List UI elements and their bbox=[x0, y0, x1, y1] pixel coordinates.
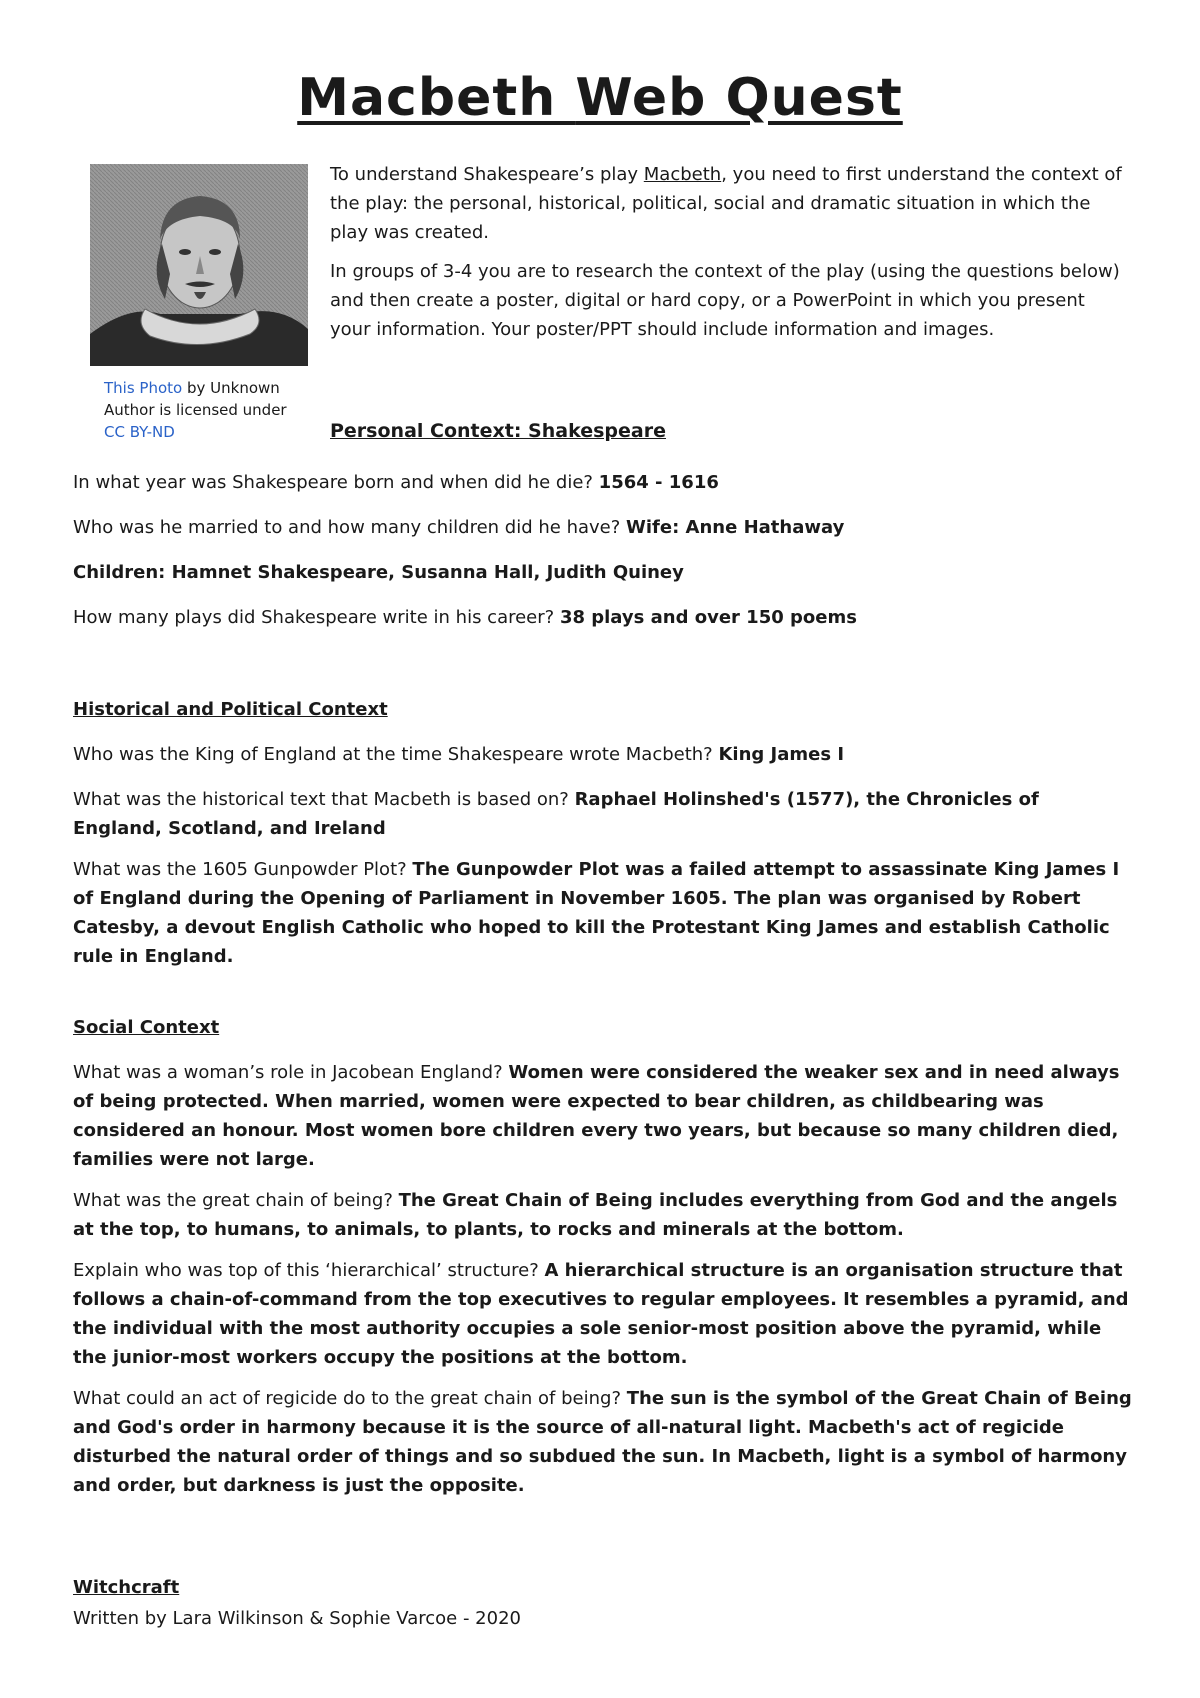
intro-paragraph-2: In groups of 3-4 you are to research the context of the play (using the questions below) and then create a poster, digital or hard copy, or a PowerPoint in which you present your information. Your poster/PPT should include information and images. bbox=[330, 261, 1120, 340]
section-heading-personal: Personal Context: Shakespeare bbox=[330, 420, 666, 442]
page-title bbox=[0, 68, 1200, 128]
answer-text: King James I bbox=[718, 744, 845, 765]
question-row bbox=[73, 603, 1133, 632]
question-text: What was the great chain of being? bbox=[73, 1190, 399, 1211]
question-text: What was the 1605 Gunpowder Plot? bbox=[73, 859, 413, 880]
answer-text: The sun is the symbol of the Great Chain of Being and God's order in harmony because it is the source of all-natural light. Macbeth's act of regicide disturbed the natural order of things and so subdued the sun. In Macbeth, light is a symbol of harmony and order, but darkness is just the opposite. bbox=[73, 1388, 1132, 1496]
intro-text bbox=[330, 160, 1130, 354]
title-underlined-part: Macbeth bbox=[297, 68, 576, 128]
answer-text: 1564 - 1616 bbox=[598, 472, 719, 493]
photo-caption bbox=[104, 377, 304, 443]
question-text: In what year was Shakespeare born and when did he die? bbox=[73, 472, 599, 493]
question-row bbox=[73, 785, 1133, 843]
answer-text: Children: Hamnet Shakespeare, Susanna Hall, Judith Quiney bbox=[73, 562, 684, 583]
historical-section bbox=[73, 695, 1133, 971]
witchcraft-section bbox=[73, 1573, 1133, 1633]
question-row bbox=[73, 1186, 1133, 1244]
question-text: How many plays did Shakespeare write in his career? bbox=[73, 607, 560, 628]
play-title: Macbeth bbox=[643, 164, 722, 185]
question-row bbox=[73, 1384, 1133, 1500]
shakespeare-portrait-image bbox=[90, 164, 308, 366]
answer-text: Raphael Holinshed's (1577), the Chronicles of England, Scotland, and Ireland bbox=[73, 789, 1039, 839]
question-row bbox=[73, 1058, 1133, 1174]
question-text: What was a woman’s role in Jacobean England? bbox=[73, 1062, 509, 1083]
social-section bbox=[73, 1013, 1133, 1500]
caption-text: by Unknown Author is licensed under bbox=[104, 379, 287, 419]
license-link[interactable]: CC BY-ND bbox=[104, 423, 175, 441]
title-second-part: Web Quest bbox=[575, 68, 903, 128]
section-heading-social: Social Context bbox=[73, 1017, 220, 1038]
answer-text: 38 plays and over 150 poems bbox=[559, 607, 857, 628]
photo-link[interactable]: This Photo bbox=[104, 379, 183, 397]
answer-row bbox=[73, 558, 1133, 587]
question-text: Who was he married to and how many children did he have? bbox=[73, 517, 627, 538]
answer-text: A hierarchical structure is an organisation structure that follows a chain-of-command from the top executives to regular employees. It resembles a pyramid, and the individual with the most authority occupies a sole senior-most position above the pyramid, while the junior-most workers occupy the positions at the bottom. bbox=[73, 1260, 1129, 1368]
answer-text: Women were considered the weaker sex and in need always of being protected. When married, women were expected to bear children, as childbearing was considered an honour. Most women bore children every two years, but because so many children died, families were not large. bbox=[73, 1062, 1120, 1170]
answer-text: The Great Chain of Being includes everything from God and the angels at the top, to humans, to animals, to plants, to rocks and minerals at the bottom. bbox=[73, 1190, 1118, 1240]
footer-credit: Written by Lara Wilkinson & Sophie Varcoe - 2020 bbox=[73, 1608, 521, 1629]
question-text: What could an act of regicide do to the great chain of being? bbox=[73, 1388, 627, 1409]
answer-text: Wife: Anne Hathaway bbox=[626, 517, 845, 538]
question-row bbox=[73, 513, 1133, 542]
question-row bbox=[73, 1256, 1133, 1372]
personal-questions bbox=[73, 468, 1133, 632]
section-heading-historical: Historical and Political Context bbox=[73, 699, 388, 720]
section-heading-witchcraft: Witchcraft bbox=[73, 1577, 180, 1598]
answer-text: The Gunpowder Plot was a failed attempt to assassinate King James I of England during the Opening of Parliament in November 1605. The plan was organised by Robert Catesby, a devout English Catholic who hoped to kill the Protestant King James and establish Catholic rule in England. bbox=[73, 859, 1120, 967]
question-text: Explain who was top of this ‘hierarchical’ structure? bbox=[73, 1260, 545, 1281]
question-row bbox=[73, 468, 1133, 497]
question-text: Who was the King of England at the time Shakespeare wrote Macbeth? bbox=[73, 744, 719, 765]
question-row bbox=[73, 855, 1133, 971]
question-row bbox=[73, 740, 1133, 769]
intro-text-part: To understand Shakespeare’s play bbox=[330, 164, 644, 185]
question-text: What was the historical text that Macbeth is based on? bbox=[73, 789, 575, 810]
portrait-engraving bbox=[90, 164, 308, 366]
intro-paragraph-1 bbox=[330, 160, 1130, 247]
intro-text-part: , you need to first understand the context of the play: the personal, historical, political, social and dramatic situation in which the play was created. bbox=[330, 164, 1122, 243]
